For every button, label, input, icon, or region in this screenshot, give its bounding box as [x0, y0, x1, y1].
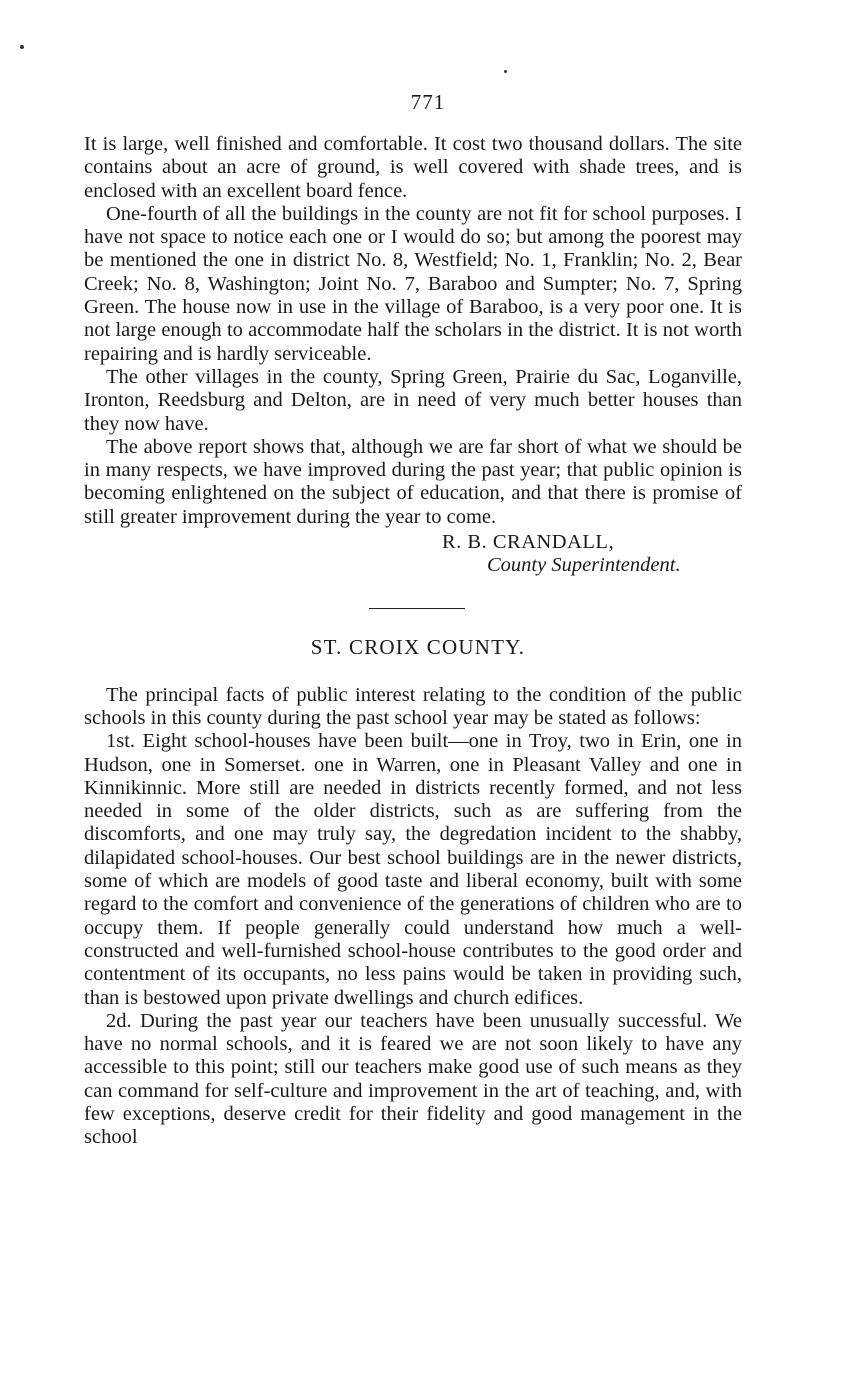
ink-speck [20, 45, 24, 49]
body-paragraph: The above report shows that, although we are far short of what we should be in many respects, we have improved during the past year; that public opinion is becoming enlightened on the subject of education, and that there is promise of still greater improvement during the year to come. [84, 435, 742, 528]
section-heading: ST. CROIX COUNTY. [310, 634, 526, 659]
signature-title: County Superintendent. [487, 554, 681, 577]
page-number: 771 [410, 90, 446, 114]
body-paragraph: The other villages in the county, Spring Green, Prairie du Sac, Loganville, Ironton, Reedsburg and Delton, are in need of very much better houses than they now have. [84, 365, 742, 435]
body-paragraph: The principal facts of public interest relating to the condition of the public schools in this county during the past school year may be stated as follows: [84, 683, 742, 729]
body-paragraph: 2d. During the past year our teachers have been unusually successful. We have no normal schools, and it is feared we are not soon likely to have any accessible to this point; still our teachers make good use of such means as they can command for self-culture and improvement in the art of teaching, and, with few exceptions, deserve credit for their fidelity and good management in the school [84, 1009, 742, 1149]
body-paragraph: It is large, well finished and comfortable. It cost two thousand dollars. The site contains about an acre of ground, is well covered with shade trees, and is enclosed with an excellent board fence. [84, 133, 742, 202]
body-paragraph: One-fourth of all the buildings in the county are not fit for school purposes. I have not space to notice each one or I would do so; but among the poorest may be mentioned the one in district No. 8, Westfield; No. 1, Franklin; No. 2, Bear Creek; No. 8, Washington; Joint No. 7, Baraboo and Sumpter; No. 7, Spring Green. The house now in use in the village of Baraboo, is a very poor one. It is not large enough to accommodate half the scholars in the district. It is not worth repairing and is hardly serviceable. [84, 202, 742, 365]
signature-name: R. B. CRANDALL, [442, 531, 615, 554]
document-page [84, 90, 742, 1150]
signature-block [84, 531, 742, 578]
body-paragraph: 1st. Eight school-houses have been built—one in Troy, two in Erin, one in Hudson, one in Somerset. one in Warren, one in Pleasant Valley and one in Kinnikinnic. More still are needed in districts recently formed, and not less needed in some of the older districts, such as are suffering from the discomforts, and one may truly say, the degredation incident to the shabby, dilapidated school-houses. Our best school buildings are in the newer districts, some of which are models of good taste and liberal economy, built with some regard to the comfort and convenience of the generations of children who are to occupy them. If people generally could understand how much a well-constructed and well-furnished school-house contributes to the good order and contentment of its occupants, no less pains would be taken in providing such, than is bestowed upon private dwellings and church edifices. [84, 730, 742, 1009]
section-divider [369, 608, 465, 609]
ink-speck [504, 70, 507, 73]
